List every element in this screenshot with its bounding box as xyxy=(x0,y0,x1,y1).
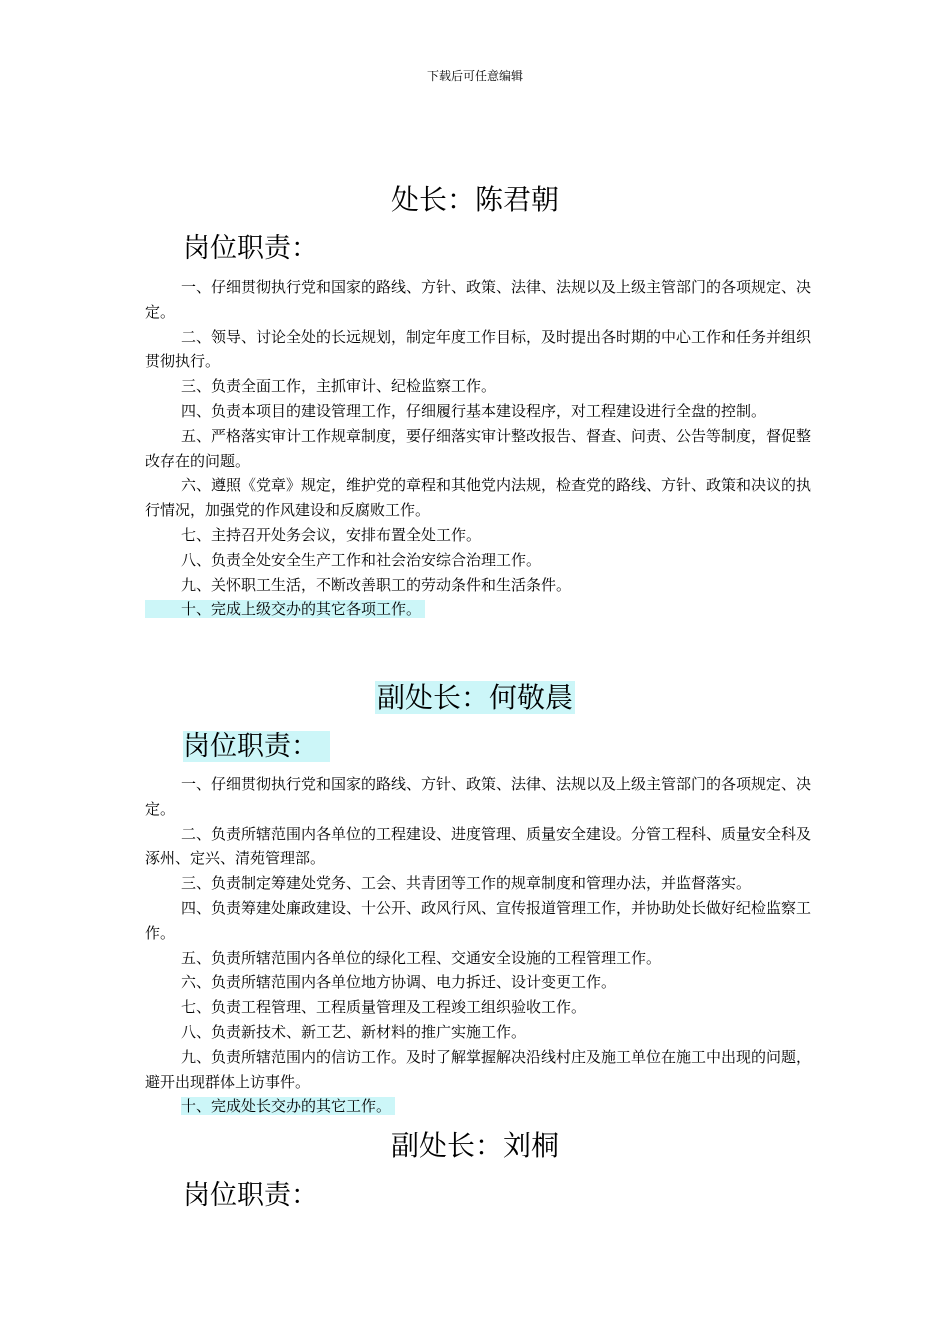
duty-item: 八、负责新技术、新工艺、新材料的推广实施工作。 xyxy=(181,1022,527,1041)
duty-item: 二、领导、讨论全处的长远规划，制定年度工作目标，及时提出各时期的中心工作和任务并组织贯彻执行。 xyxy=(145,327,812,371)
duty-item: 三、负责制定筹建处党务、工会、共青团等工作的规章制度和管理办法，并监督落实。 xyxy=(181,874,752,893)
section-title-deputy-liu xyxy=(0,1128,950,1164)
duty-heading: 岗位职责： xyxy=(183,1180,318,1211)
duty-item: 一、仔细贯彻执行党和国家的路线、方针、政策、法律、法规以及上级主管部门的各项规定、决定。 xyxy=(145,775,812,818)
section-title-text: 副处长：刘桐 xyxy=(390,1129,559,1162)
duty-item: 九、负责所辖范围内的信访工作。及时了解掌握解决沿线村庄及施工单位在施工中出现的问题，避开出现群体上访事件。 xyxy=(145,1047,812,1091)
duty-item: 四、负责筹建处廉政建设、十公开、政风行风、宣传报道管理工作，并协助处长做好纪检监察工作。 xyxy=(145,898,812,942)
duty-heading xyxy=(183,729,330,765)
section-title-deputy-he xyxy=(0,680,950,716)
duty-item: 九、关怀职工生活，不断改善职工的劳动条件和生活条件。 xyxy=(181,575,572,594)
highlighted-text: 十、完成上级交办的其它各项工作。 xyxy=(145,600,425,618)
duty-item: 一、仔细贯彻执行党和国家的路线、方针、政策、法律、法规以及上级主管部门的各项规定、决定。 xyxy=(145,278,812,321)
duty-item-highlighted xyxy=(145,597,815,622)
section-title-text: 处长：陈君朝 xyxy=(390,183,559,216)
duty-item: 七、主持召开处务会议，安排布置全处工作。 xyxy=(181,525,482,544)
duty-item: 五、严格落实审计工作规章制度，要仔细落实审计整改报告、督查、问责、公告等制度，督促整改存在的问题。 xyxy=(145,426,812,470)
duty-heading: 岗位职责： xyxy=(183,233,318,264)
duty-heading-text: 岗位职责： xyxy=(183,731,330,762)
section-title-text: 副处长：何敬晨 xyxy=(376,681,573,714)
section-title-director xyxy=(0,182,950,218)
duty-item: 七、负责工程管理、工程质量管理及工程竣工组织验收工作。 xyxy=(181,998,587,1017)
duty-item: 六、遵照《党章》规定，维护党的章程和其他党内法规，检查党的路线、方针、政策和决议的执行情况，加强党的作风建设和反腐败工作。 xyxy=(145,476,812,520)
duty-item: 二、负责所辖范围内各单位的工程建设、进度管理、质量安全建设。分管工程科、质量安全科及涿州、定兴、清苑管理部。 xyxy=(145,824,812,868)
header-note: 下载后可任意编辑 xyxy=(426,69,523,83)
duty-item: 六、负责所辖范围内各单位地方协调、电力拆迁、设计变更工作。 xyxy=(181,973,617,992)
duty-list xyxy=(145,275,815,622)
duty-item: 八、负责全处安全生产工作和社会治安综合治理工作。 xyxy=(181,550,542,569)
duty-item: 五、负责所辖范围内各单位的绿化工程、交通安全设施的工程管理工作。 xyxy=(181,948,662,967)
duty-item: 四、负责本项目的建设管理工作，仔细履行基本建设程序，对工程建设进行全盘的控制。 xyxy=(181,401,767,420)
duty-item: 三、负责全面工作，主抓审计、纪检监察工作。 xyxy=(181,377,497,396)
duty-item-highlighted xyxy=(145,1094,815,1119)
duty-list xyxy=(145,772,815,1119)
highlighted-text: 十、完成处长交办的其它工作。 xyxy=(181,1097,395,1115)
